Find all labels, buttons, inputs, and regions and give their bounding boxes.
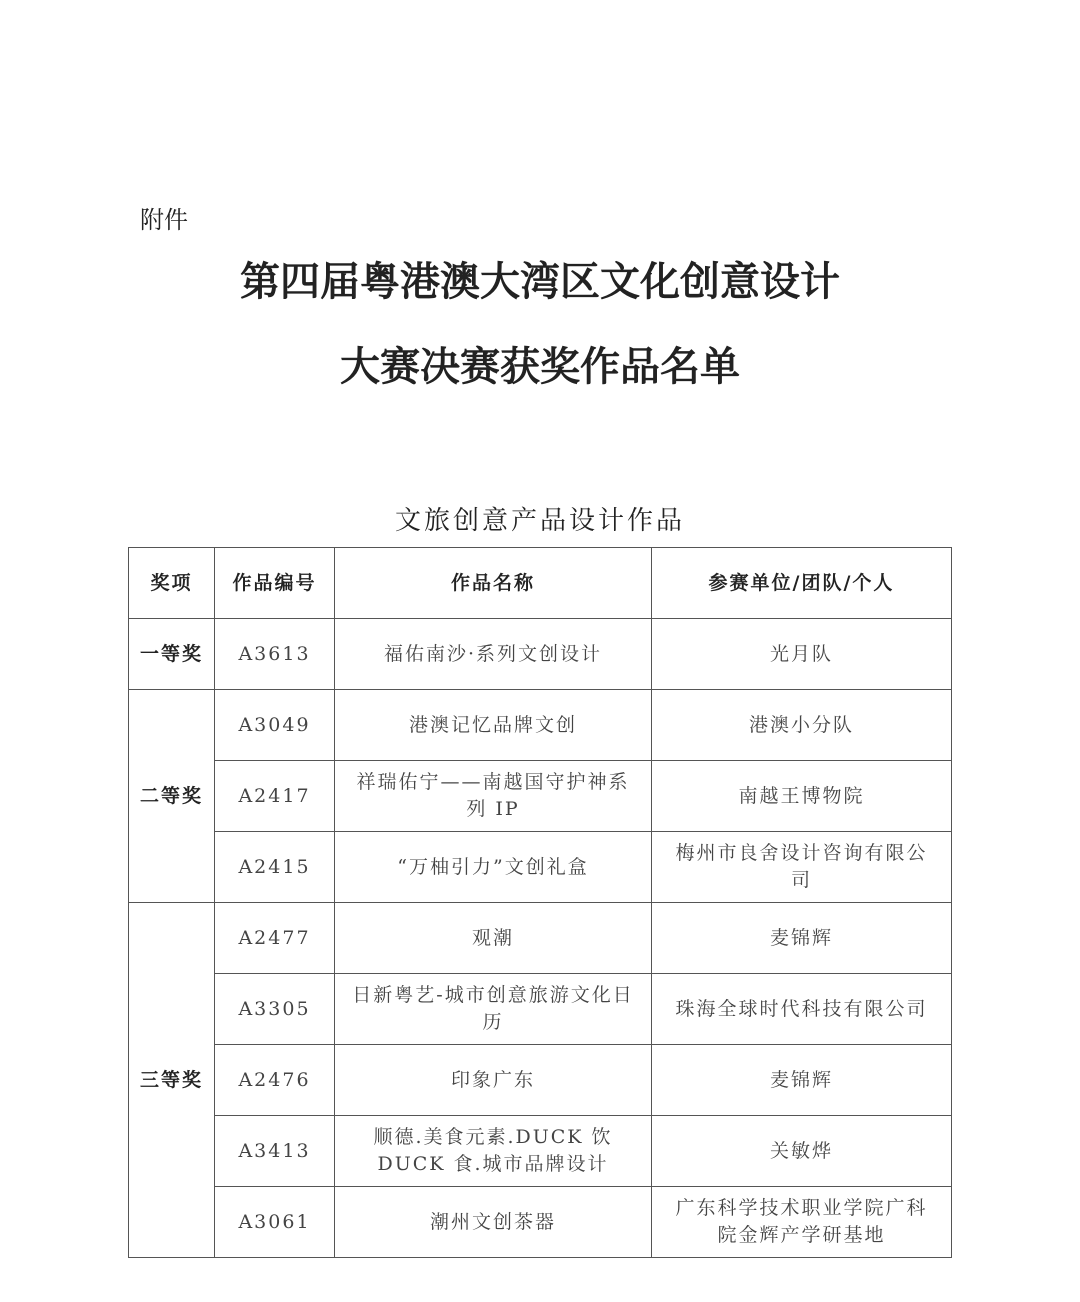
- work-name-cell: 日新粤艺-城市创意旅游文化日历: [335, 974, 652, 1045]
- award-level-cell: 三等奖: [129, 903, 215, 1258]
- entrant-cell: 关敏烨: [652, 1116, 952, 1187]
- award-level-cell: 一等奖: [129, 619, 215, 690]
- work-name-cell: 印象广东: [335, 1045, 652, 1116]
- work-code-cell: A3413: [215, 1116, 335, 1187]
- document-title-line-1: 第四届粤港澳大湾区文化创意设计: [240, 259, 840, 305]
- work-code-cell: A3061: [215, 1187, 335, 1258]
- entrant-cell: 广东科学技术职业学院广科院金辉产学研基地: [652, 1187, 952, 1258]
- entrant-cell: 珠海全球时代科技有限公司: [652, 974, 952, 1045]
- work-name-cell: 观潮: [335, 903, 652, 974]
- table-row: [129, 1187, 952, 1258]
- header-name: 作品名称: [335, 548, 652, 619]
- table-row: [129, 1045, 952, 1116]
- header-award: 奖项: [129, 548, 215, 619]
- table-row: [129, 761, 952, 832]
- table-row: [129, 903, 952, 974]
- table-row: [129, 1116, 952, 1187]
- work-name-cell: 祥瑞佑宁——南越国守护神系列 IP: [335, 761, 652, 832]
- table-row: [129, 619, 952, 690]
- awards-table: [128, 547, 952, 1258]
- entrant-cell: 港澳小分队: [652, 690, 952, 761]
- work-name-cell: “万柚引力”文创礼盒: [335, 832, 652, 903]
- work-code-cell: A2415: [215, 832, 335, 903]
- entrant-cell: 麦锦辉: [652, 1045, 952, 1116]
- attachment-label: 附件: [140, 206, 188, 234]
- table-row: [129, 832, 952, 903]
- work-code-cell: A2417: [215, 761, 335, 832]
- table-row: [129, 974, 952, 1045]
- section-title: 文旅创意产品设计作品: [394, 506, 685, 536]
- table-row: [129, 690, 952, 761]
- work-code-cell: A3613: [215, 619, 335, 690]
- work-name-cell: 潮州文创茶器: [335, 1187, 652, 1258]
- work-code-cell: A3305: [215, 974, 335, 1045]
- work-name-cell: 福佑南沙·系列文创设计: [335, 619, 652, 690]
- header-code: 作品编号: [215, 548, 335, 619]
- document-title-line-2: 大赛决赛获奖作品名单: [340, 344, 740, 390]
- award-level-cell: 二等奖: [129, 690, 215, 903]
- entrant-cell: 麦锦辉: [652, 903, 952, 974]
- work-code-cell: A2476: [215, 1045, 335, 1116]
- header-entrant: 参赛单位/团队/个人: [652, 548, 952, 619]
- entrant-cell: 南越王博物院: [652, 761, 952, 832]
- work-code-cell: A2477: [215, 903, 335, 974]
- entrant-cell: 梅州市良舍设计咨询有限公司: [652, 832, 952, 903]
- table-header-row: [129, 548, 952, 619]
- work-name-cell: 顺德.美食元素.DUCK 饮 DUCK 食.城市品牌设计: [335, 1116, 652, 1187]
- entrant-cell: 光月队: [652, 619, 952, 690]
- work-name-cell: 港澳记忆品牌文创: [335, 690, 652, 761]
- work-code-cell: A3049: [215, 690, 335, 761]
